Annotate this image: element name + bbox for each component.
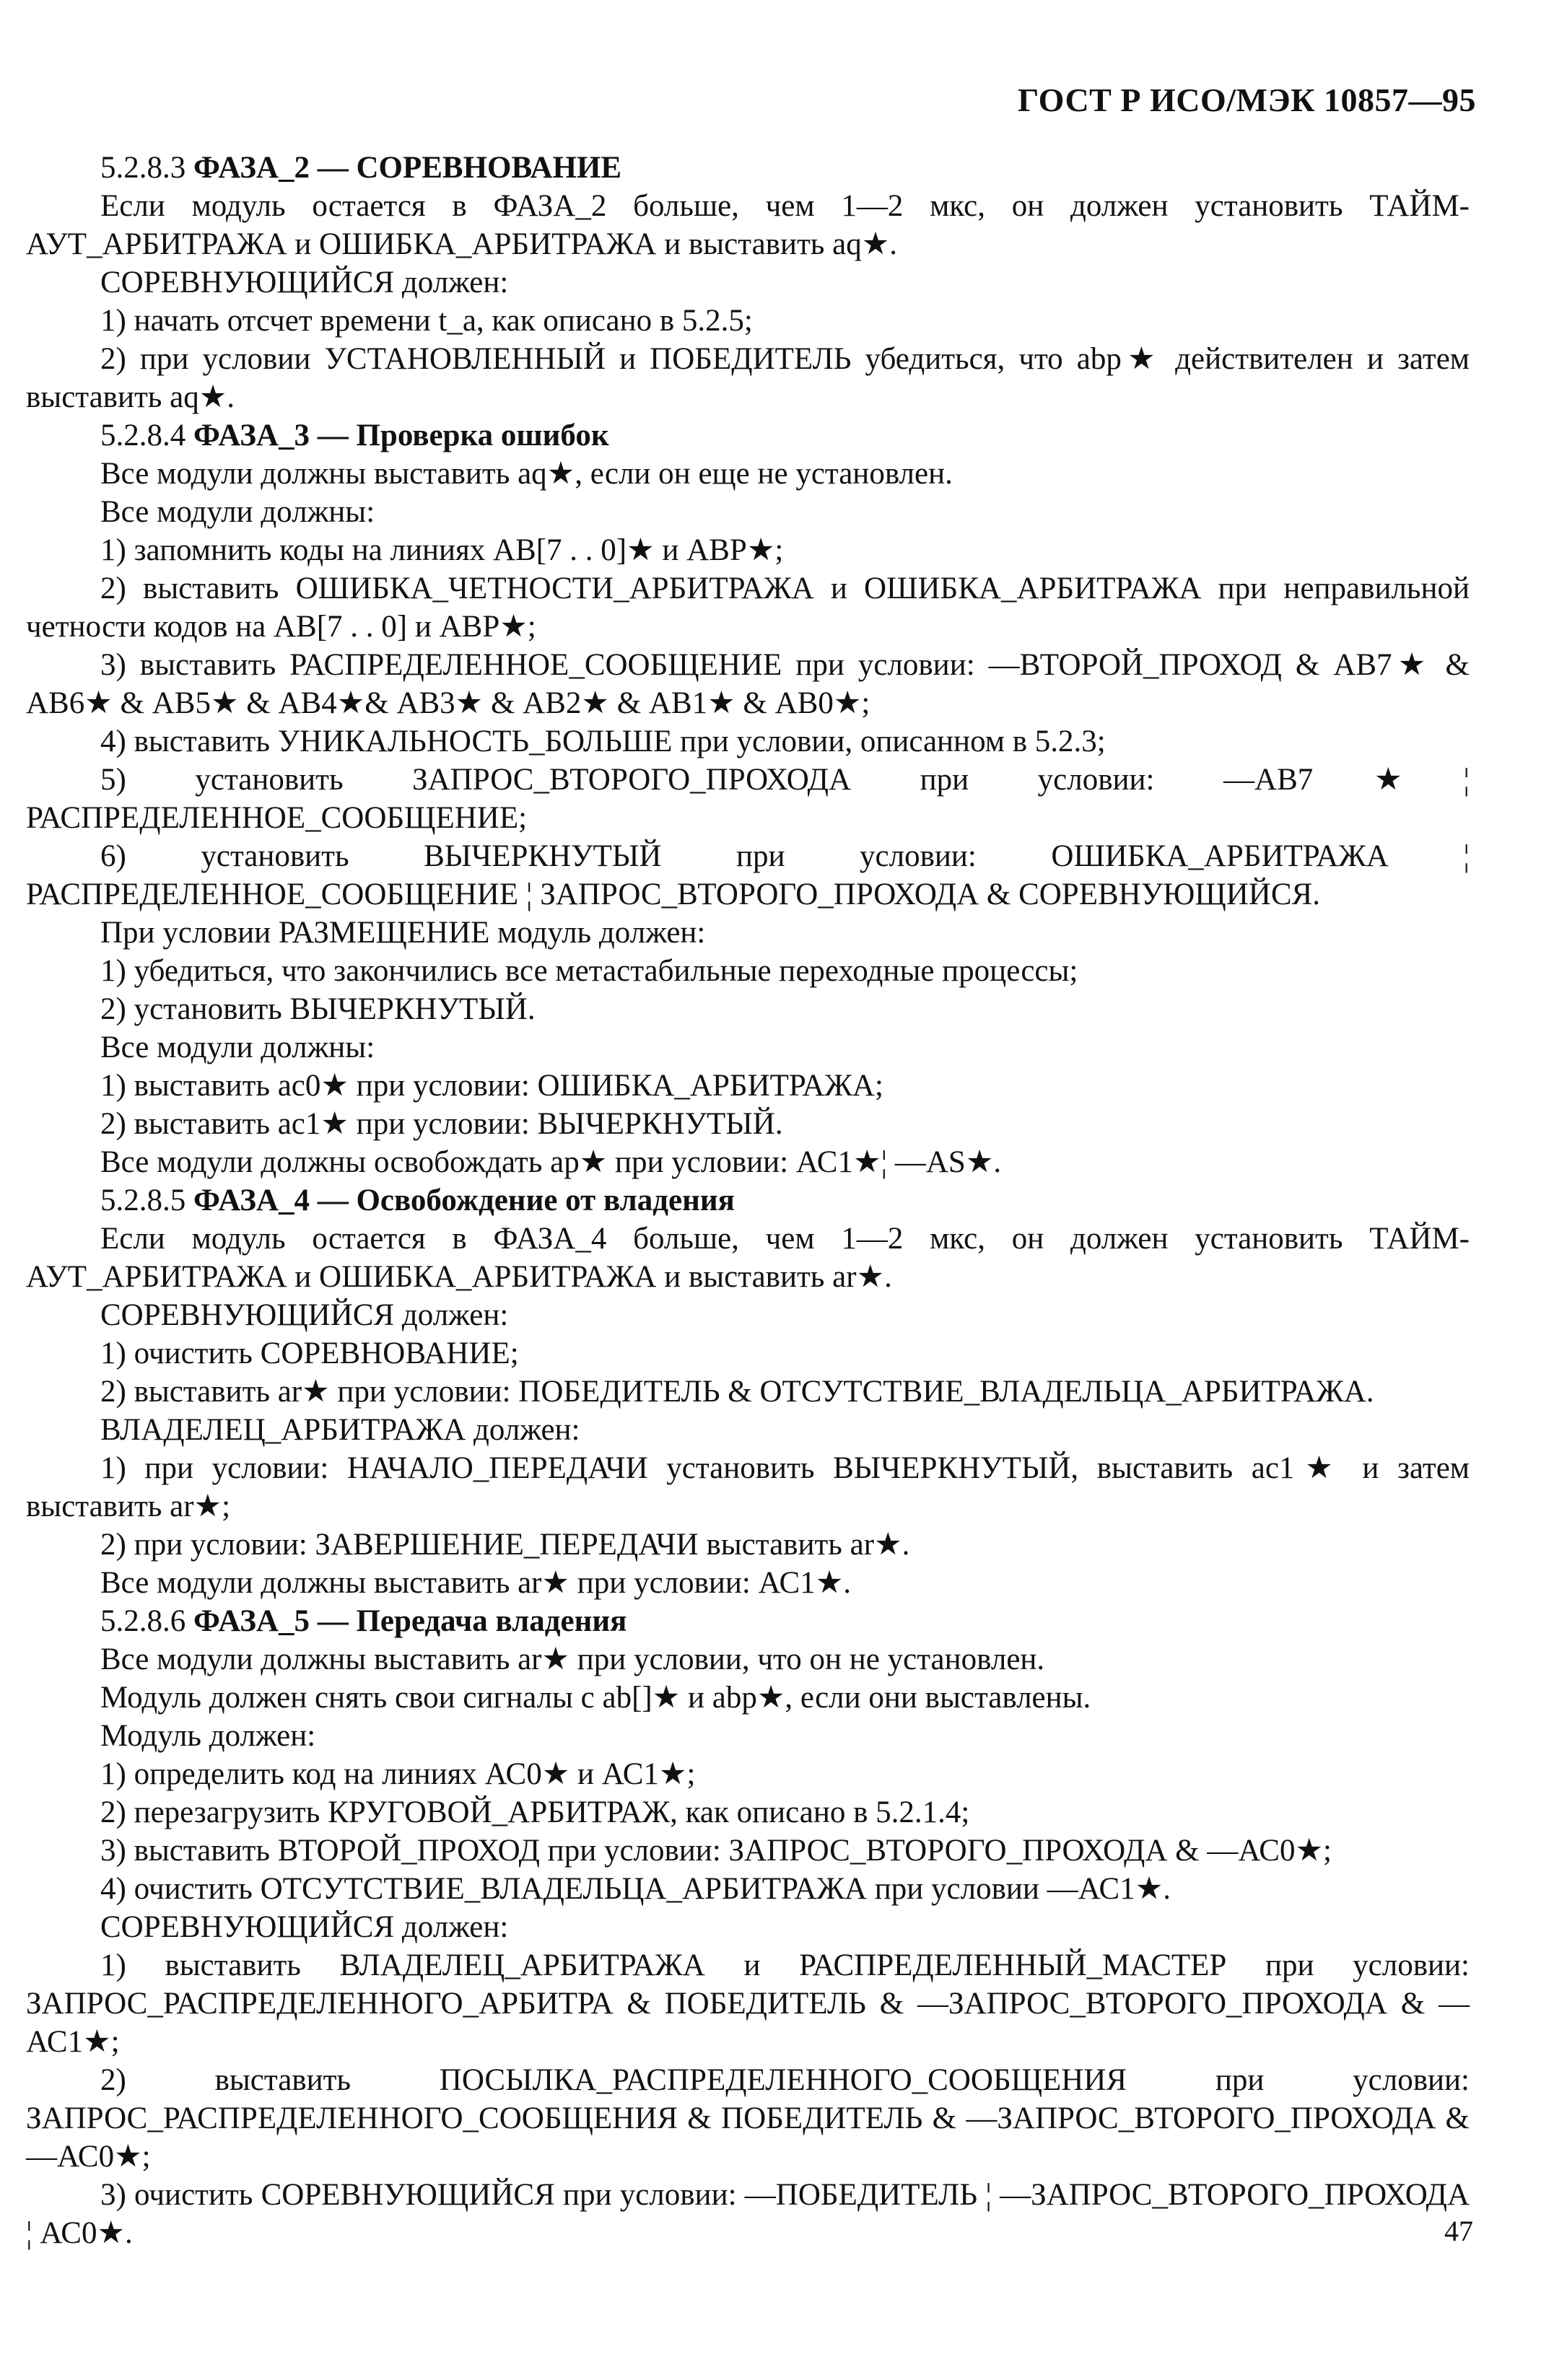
- body-paragraph: 1) определить код на линиях АС0★ и АС1★;: [100, 1757, 696, 1791]
- body-paragraph: СОРЕВНУЮЩИЙСЯ должен:: [100, 1910, 509, 1944]
- body-paragraph: 6) установить ВЫЧЕРКНУТЫЙ при условии: ОШИБКА_АРБИТРАЖА ¦ РАСПРЕДЕЛЕННОЕ_СООБЩЕНИЕ ¦ ЗАПРОС_ВТОРОГО_ПРОХОДА & СОРЕВНУЮЩИЙСЯ.: [26, 839, 1470, 911]
- section-number: 5.2.8.6: [100, 1604, 186, 1638]
- body-paragraph: Модуль должен снять свои сигналы с ab[]★ и abp★, если они выставлены.: [100, 1681, 1091, 1715]
- section-title: ФАЗА_5 — Передача владения: [193, 1604, 627, 1638]
- body-paragraph: 2) выставить ОШИБКА_ЧЕТНОСТИ_АРБИТРАЖА и ОШИБКА_АРБИТРАЖА при неправильной четности кодов на АВ[7 . . 0] и АВР★;: [26, 572, 1470, 644]
- section-title: ФАЗА_3 — Проверка ошибок: [193, 419, 609, 452]
- body-paragraph: Все модули должны:: [100, 1031, 375, 1064]
- section-heading: [26, 149, 1470, 187]
- body-paragraph: 1) убедиться, что закончились все метастабильные переходные процессы;: [100, 954, 1078, 988]
- body-paragraph: 2) при условии УСТАНОВЛЕННЫЙ и ПОБЕДИТЕЛЬ убедиться, что abp★ действителен и затем выставить aq★.: [26, 342, 1470, 414]
- section-number: 5.2.8.5: [100, 1184, 186, 1217]
- body-paragraph: Все модули должны выставить ar★ при условии: АС1★.: [100, 1566, 852, 1600]
- body-paragraph: 3) очистить СОРЕВНУЮЩИЙСЯ при условии: —ПОБЕДИТЕЛЬ ¦ —ЗАПРОС_ВТОРОГО_ПРОХОДА ¦ АС0★.: [26, 2178, 1470, 2250]
- body-paragraph: Все модули должны:: [100, 495, 375, 529]
- document-code-header: ГОСТ Р ИСО/МЭК 10857—95: [1018, 82, 1476, 118]
- body-paragraph: 2) перезагрузить КРУГОВОЙ_АРБИТРАЖ, как описано в 5.2.1.4;: [100, 1795, 970, 1829]
- body-paragraph: 2) при условии: ЗАВЕРШЕНИЕ_ПЕРЕДАЧИ выставить ar★.: [100, 1528, 910, 1562]
- body-paragraph: Все модули должны выставить ar★ при условии, что он не установлен.: [100, 1642, 1045, 1676]
- body-paragraph: 3) выставить РАСПРЕДЕЛЕННОЕ_СООБЩЕНИЕ при условии: —ВТОРОЙ_ПРОХОД & АВ7★ & АВ6★ & АВ5★ & АВ4★& АВ3★ & АВ2★ & АВ1★ & АВ0★;: [26, 648, 1470, 720]
- body-paragraph: 1) начать отсчет времени t_a, как описано в 5.2.5;: [100, 304, 753, 338]
- body-paragraph: 2) выставить ar★ при условии: ПОБЕДИТЕЛЬ & ОТСУТСТВИЕ_ВЛАДЕЛЬЦА_АРБИТРАЖА.: [100, 1375, 1374, 1409]
- body-paragraph: 2) выставить ас1★ при условии: ВЫЧЕРКНУТЫЙ.: [100, 1107, 783, 1141]
- body-paragraph: Если модуль остается в ФАЗА_4 больше, чем 1—2 мкс, он должен установить ТАЙМ-АУТ_АРБИТРАЖА и ОШИБКА_АРБИТРАЖА и выставить ar★.: [26, 1222, 1470, 1294]
- body-paragraph: 4) выставить УНИКАЛЬНОСТЬ_БОЛЬШЕ при условии, описанном в 5.2.3;: [100, 725, 1106, 758]
- body-paragraph: 1) очистить СОРЕВНОВАНИЕ;: [100, 1336, 519, 1370]
- section-number: 5.2.8.3: [100, 151, 186, 185]
- body-paragraph: Все модули должны освобождать ар★ при условии: АС1★¦ —АS★.: [100, 1145, 1002, 1179]
- document-body: [26, 149, 1470, 2252]
- section-title: ФАЗА_2 — СОРЕВНОВАНИЕ: [193, 151, 622, 185]
- body-paragraph: Модуль должен:: [100, 1719, 316, 1753]
- body-paragraph: СОРЕВНУЮЩИЙСЯ должен:: [100, 266, 509, 299]
- body-paragraph: 1) запомнить коды на линиях АВ[7 . . 0]★ и АВР★;: [100, 533, 784, 567]
- body-paragraph: 1) выставить ас0★ при условии: ОШИБКА_АРБИТРАЖА;: [100, 1069, 883, 1103]
- body-paragraph: 3) выставить ВТОРОЙ_ПРОХОД при условии: ЗАПРОС_ВТОРОГО_ПРОХОДА & —АС0★;: [100, 1834, 1332, 1868]
- body-paragraph: 2) установить ВЫЧЕРКНУТЫЙ.: [100, 992, 536, 1026]
- body-paragraph: 1) при условии: НАЧАЛО_ПЕРЕДАЧИ установить ВЫЧЕРКНУТЫЙ, выставить ас1★ и затем выставить ar★;: [26, 1451, 1470, 1523]
- body-paragraph: 1) выставить ВЛАДЕЛЕЦ_АРБИТРАЖА и РАСПРЕДЕЛЕННЫЙ_МАСТЕР при условии: ЗАПРОС_РАСПРЕДЕЛЕННОГО_АРБИТРА & ПОБЕДИТЕЛЬ & —ЗАПРОС_ВТОРОГО_ПРОХОДА & —АС1★;: [26, 1948, 1470, 2059]
- body-paragraph: Все модули должны выставить aq★, если он еще не установлен.: [100, 457, 953, 491]
- section-heading: [26, 1602, 1470, 1640]
- body-paragraph: При условии РАЗМЕЩЕНИЕ модуль должен:: [100, 916, 706, 950]
- page-number: 47: [1444, 2215, 1473, 2247]
- section-number: 5.2.8.4: [100, 419, 186, 452]
- body-paragraph: 2) выставить ПОСЫЛКА_РАСПРЕДЕЛЕННОГО_СООБЩЕНИЯ при условии: ЗАПРОС_РАСПРЕДЕЛЕННОГО_СООБЩЕНИЯ & ПОБЕДИТЕЛЬ & —ЗАПРОС_ВТОРОГО_ПРОХОДА & —АС0★;: [26, 2063, 1470, 2174]
- body-paragraph: ВЛАДЕЛЕЦ_АРБИТРАЖА должен:: [100, 1413, 580, 1447]
- body-paragraph: Если модуль остается в ФАЗА_2 больше, чем 1—2 мкс, он должен установить ТАЙМ-АУТ_АРБИТРАЖА и ОШИБКА_АРБИТРАЖА и выставить aq★.: [26, 189, 1470, 261]
- body-paragraph: 4) очистить ОТСУТСТВИЕ_ВЛАДЕЛЬЦА_АРБИТРАЖА при условии —АС1★.: [100, 1872, 1171, 1906]
- section-title: ФАЗА_4 — Освобождение от владения: [193, 1184, 735, 1217]
- section-heading: [26, 1181, 1470, 1220]
- section-heading: [26, 416, 1470, 455]
- body-paragraph: 5) установить ЗАПРОС_ВТОРОГО_ПРОХОДА при условии: —АВ7★¦ РАСПРЕДЕЛЕННОЕ_СООБЩЕНИЕ;: [26, 763, 1470, 835]
- body-paragraph: СОРЕВНУЮЩИЙСЯ должен:: [100, 1298, 509, 1332]
